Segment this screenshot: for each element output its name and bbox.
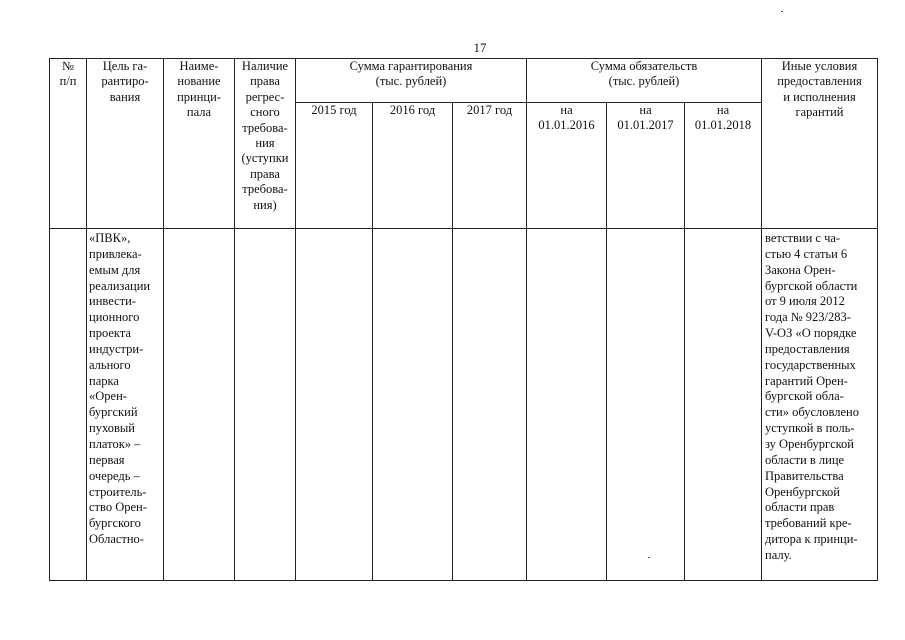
text-line: требований кре- <box>765 516 852 531</box>
text-line: на <box>639 103 652 117</box>
text-line: нование <box>177 74 221 89</box>
text-line: вания <box>109 89 141 104</box>
text-line: ния) <box>253 197 277 212</box>
text-line: Оренбургской <box>765 484 840 499</box>
text-line: инвести- <box>89 294 136 309</box>
cell-purpose <box>87 229 164 581</box>
text-line: очередь – <box>89 468 140 483</box>
text-line: права <box>250 166 280 181</box>
text-line: ального <box>89 357 131 372</box>
text-line: Наиме- <box>179 59 219 73</box>
header-year-2017: 2017 год <box>453 103 527 229</box>
text-line: привлека- <box>89 246 142 261</box>
text-line: пуховый <box>89 421 135 436</box>
text-line: Иные условия <box>781 59 858 73</box>
text-line: п/п <box>59 74 77 89</box>
text-line: Сумма гарантирования <box>349 59 473 73</box>
text-line: индустри- <box>89 341 144 356</box>
text-line: Наличие <box>241 59 289 73</box>
text-line: (уступки <box>241 151 289 166</box>
text-line: сного <box>250 105 280 120</box>
text-line: гарантий Орен- <box>765 373 848 388</box>
text-line: года № 923/283- <box>765 310 851 325</box>
text-line: 01.01.2016 <box>538 118 595 133</box>
text-line: палу. <box>765 547 792 562</box>
text-line: (тыс. рублей) <box>608 74 680 89</box>
text-line: № <box>62 59 74 73</box>
text-line: зу Оренбургской <box>765 436 855 451</box>
text-line: платок» – <box>89 436 141 451</box>
text-line: требова- <box>242 120 288 135</box>
text-line: на <box>560 103 573 117</box>
text-line: бургского <box>89 516 141 531</box>
text-line: уступкой в поль- <box>765 421 855 436</box>
text-line: стью 4 статьи 6 <box>765 246 848 261</box>
cell-2017 <box>453 229 527 581</box>
header-year-2015: 2015 год <box>296 103 373 229</box>
cell-principal <box>164 229 235 581</box>
text-line: парка <box>89 373 119 388</box>
text-line: ния <box>255 136 275 151</box>
text-line: области в лице <box>765 452 845 467</box>
text-line: пала <box>186 105 212 120</box>
header-obligation-sum <box>527 59 762 103</box>
cell-01-01-2016 <box>527 229 607 581</box>
text-line: предоставления <box>765 341 850 356</box>
header-date-2016 <box>527 103 607 229</box>
text-line: от 9 июля 2012 <box>765 294 845 309</box>
text-line: емым для <box>89 262 141 277</box>
cell-2016 <box>373 229 453 581</box>
text-line: строитель- <box>89 484 147 499</box>
text-line: Цель га- <box>102 59 148 73</box>
text-line: Правительства <box>765 468 844 483</box>
header-date-2017 <box>607 103 685 229</box>
header-regress-right <box>235 59 296 229</box>
text-line: и исполнения <box>783 89 856 104</box>
header-principal <box>164 59 235 229</box>
text-line: права <box>250 74 280 89</box>
text-line: 01.01.2017 <box>617 118 674 133</box>
guarantee-table <box>49 58 878 581</box>
text-line: регрес- <box>245 89 285 104</box>
text-line: бургский <box>89 405 138 420</box>
text-line: области прав <box>765 500 835 515</box>
text-line: (тыс. рублей) <box>375 74 447 89</box>
text-line: требова- <box>242 182 288 197</box>
text-line: предоставления <box>777 74 862 89</box>
cell-01-01-2017 <box>607 229 685 581</box>
text-line: Закона Орен- <box>765 262 836 277</box>
cell-regress-right <box>235 229 296 581</box>
text-line: рантиро- <box>101 74 149 89</box>
text-line: бургской области <box>765 278 858 293</box>
text-line: ство Орен- <box>89 500 147 515</box>
text-line: 01.01.2018 <box>694 118 752 133</box>
text-line: ционного <box>89 310 140 325</box>
text-line: государственных <box>765 357 856 372</box>
text-line: реализации <box>89 278 151 293</box>
text-line: «ПВК», <box>89 231 131 245</box>
cell-01-01-2018 <box>685 229 762 581</box>
text-line: гарантий <box>795 105 844 120</box>
header-guarantee-sum <box>296 59 527 103</box>
text-line: Сумма обязательств <box>590 59 698 73</box>
scan-speck <box>781 11 783 12</box>
header-purpose <box>87 59 164 229</box>
text-line: дитора к принци- <box>765 532 858 547</box>
text-line: на <box>716 103 730 117</box>
cell-num <box>50 229 87 581</box>
text-line: Областно- <box>89 532 144 547</box>
page-number: 17 <box>473 40 487 55</box>
text-line: ветствии с ча- <box>765 231 841 245</box>
header-date-2018 <box>685 103 762 229</box>
text-line: сти» обусловлено <box>765 405 859 420</box>
cell-2015 <box>296 229 373 581</box>
text-line: «Орен- <box>89 389 127 404</box>
header-year-2016: 2016 год <box>373 103 453 229</box>
text-line: принци- <box>177 89 221 104</box>
cell-other-conditions <box>762 229 878 581</box>
text-line: V-ОЗ «О порядке <box>765 326 857 341</box>
text-line: проекта <box>89 326 131 341</box>
header-other-conditions <box>762 59 878 229</box>
text-line: бургской обла- <box>765 389 844 404</box>
header-num <box>50 59 87 229</box>
text-line: первая <box>89 452 125 467</box>
